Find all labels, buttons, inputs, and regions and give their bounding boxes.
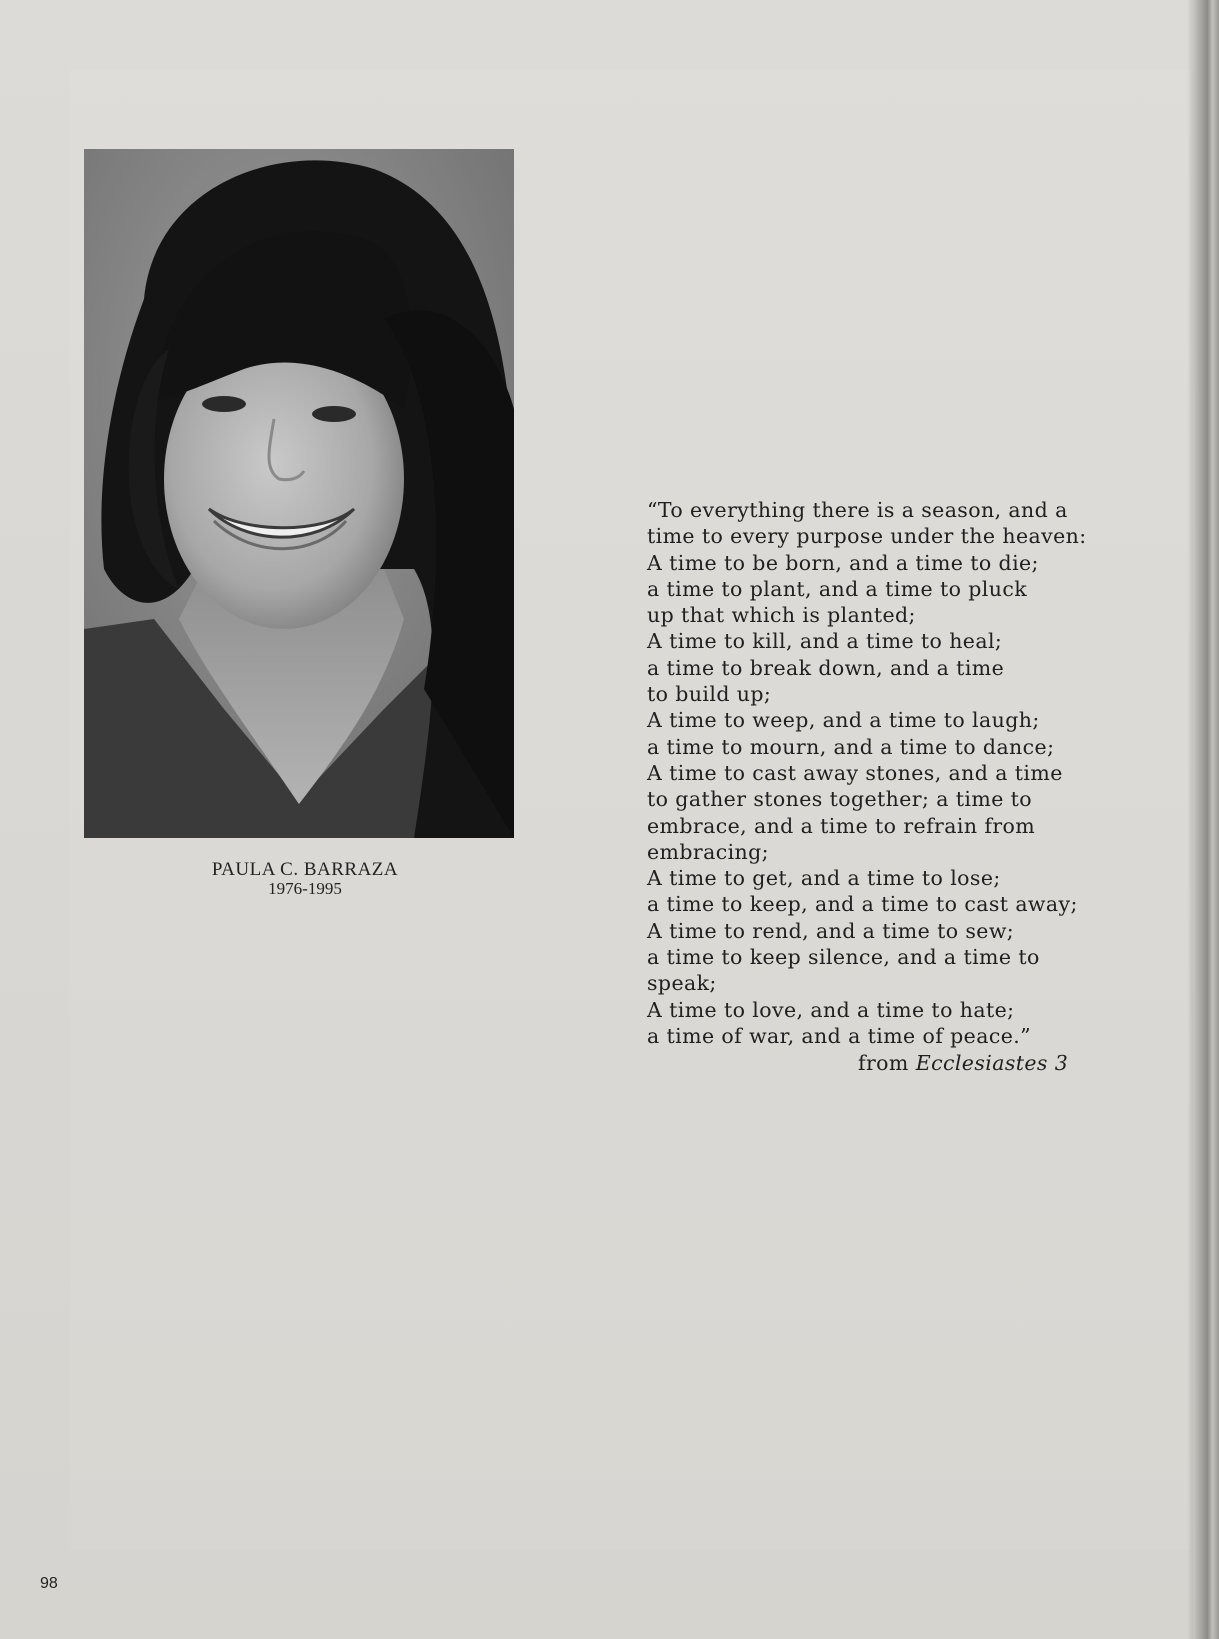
verse-line: A time to be born, and a time to die; — [647, 550, 1039, 575]
portrait-caption — [180, 860, 430, 898]
attribution-source: Ecclesiastes 3 — [915, 1051, 1069, 1075]
verse-line: a time to break down, and a time — [647, 655, 1005, 680]
verse-line: A time to weep, and a time to laugh; — [647, 708, 1040, 733]
verse-line: to build up; — [647, 682, 772, 707]
verse-line: A time to get, and a time to lose; — [647, 866, 1001, 891]
verse-line: a time to keep silence, and a time to — [647, 945, 1040, 970]
verse-line: a time of war, and a time of peace.” — [647, 1023, 1032, 1048]
verse-line: a time to mourn, and a time to dance; — [647, 734, 1055, 759]
verse-line: a time to plant, and a time to pluck — [647, 576, 1028, 601]
verse-line: A time to love, and a time to hate; — [647, 997, 1015, 1022]
page-number: 98 — [40, 1575, 58, 1592]
life-years: 1976-1995 — [268, 879, 342, 898]
verse-line: “To everything there is a season, and a — [647, 498, 1068, 522]
verse-line: a time to keep, and a time to cast away; — [647, 892, 1078, 917]
verse-line: up that which is planted; — [647, 603, 916, 628]
memorial-portrait-photo — [84, 149, 514, 838]
verse-attribution — [858, 1050, 1068, 1076]
book-binding — [1193, 0, 1219, 1639]
verse-line: embracing; — [647, 839, 769, 864]
verse-line: embrace, and a time to refrain from — [647, 813, 1036, 838]
verse-line: time to every purpose under the heaven: — [647, 524, 1087, 549]
verse-line: A time to kill, and a time to heal; — [647, 629, 1003, 654]
verse-line: A time to cast away stones, and a time — [647, 760, 1063, 785]
verse-line: speak; — [647, 971, 717, 996]
verse-line: to gather stones together; a time to — [647, 787, 1033, 812]
portrait-image — [84, 149, 514, 838]
attribution-prefix: from — [858, 1051, 909, 1075]
person-name: PAULA C. BARRAZA — [211, 859, 399, 880]
verse-line: A time to rend, and a time to sew; — [647, 918, 1015, 943]
memorial-verse — [647, 497, 1117, 1049]
